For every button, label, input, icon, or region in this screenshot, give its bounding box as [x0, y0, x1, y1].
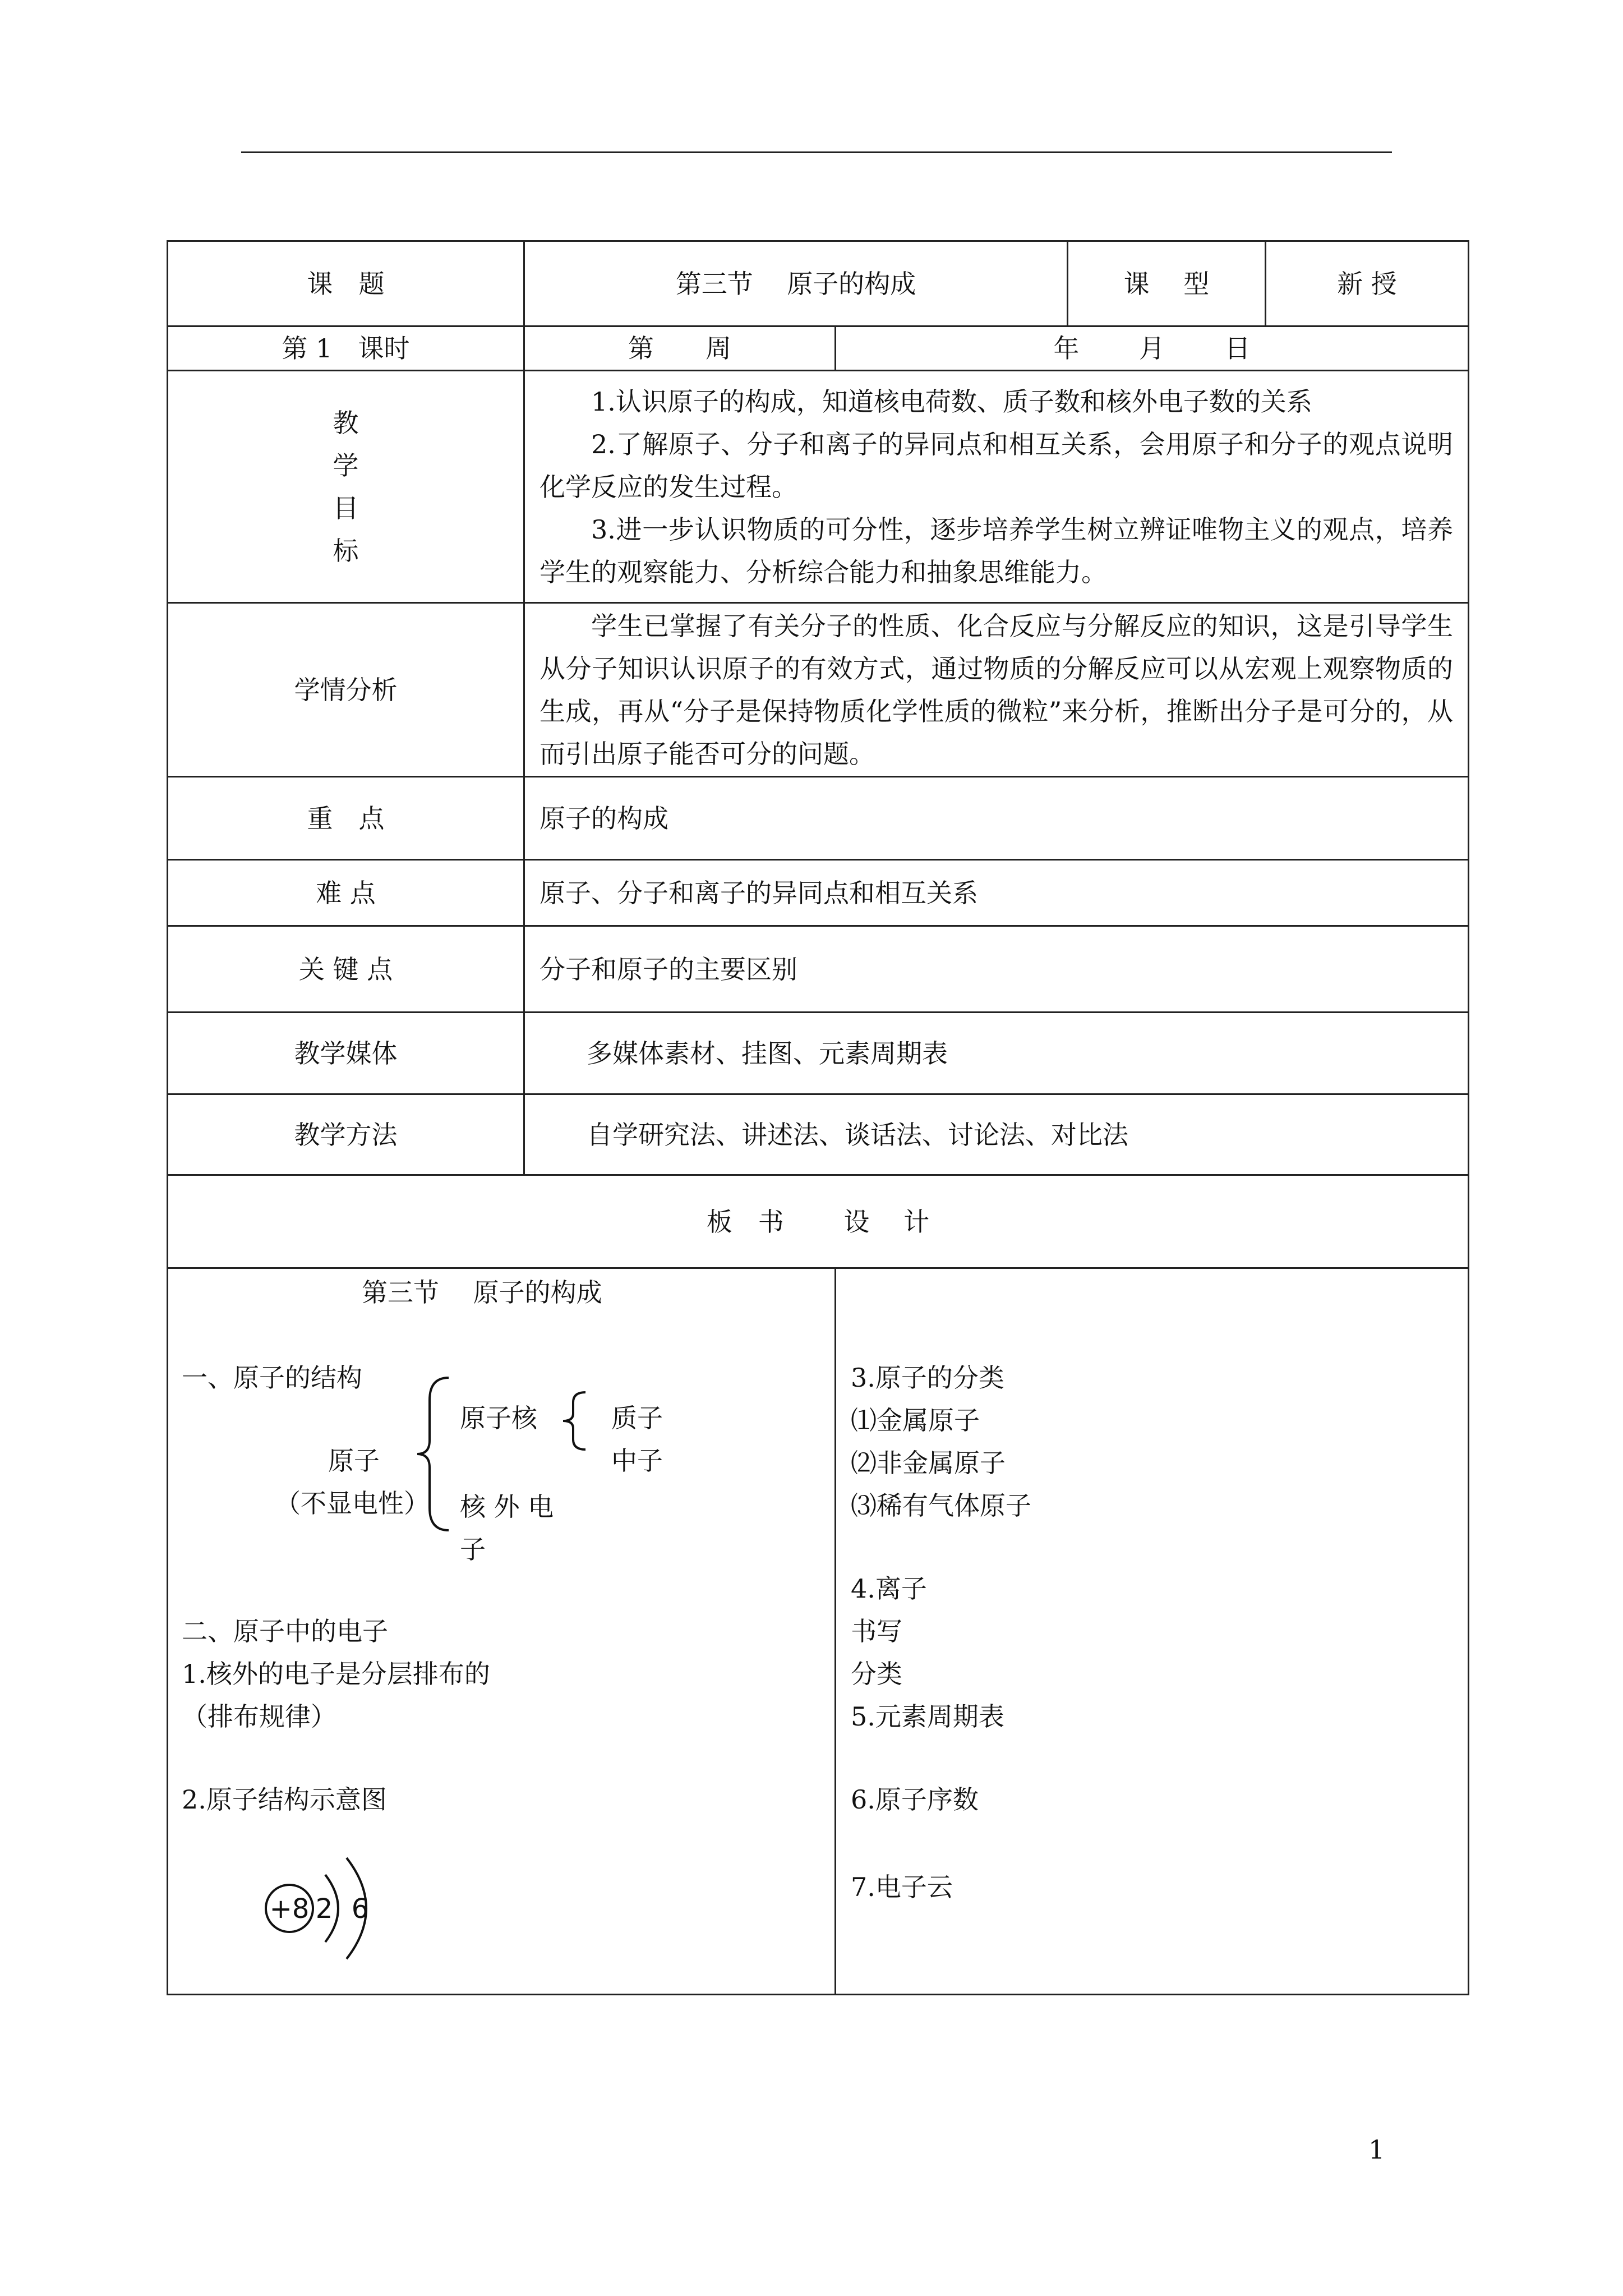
type-value: 新 授 [1266, 241, 1469, 326]
board-item1-note: （排布规律） [182, 1701, 336, 1732]
board-item3: 3.原子的分类 [851, 1363, 1004, 1393]
board-right [836, 1268, 1469, 1995]
board-item4-b: 分类 [851, 1659, 902, 1689]
atom-note: （不显电性） [275, 1488, 430, 1519]
media-row [168, 1013, 1469, 1094]
analysis-row [168, 603, 1469, 777]
neutron-label: 中子 [611, 1446, 663, 1476]
objectives-label-char: 学 [333, 450, 359, 481]
board-section1: 一、原子的结构 [182, 1363, 362, 1393]
objectives-label-char: 教 [333, 407, 359, 438]
nucleus-label: 原子核 [460, 1403, 537, 1433]
media-label: 教学媒体 [168, 1013, 524, 1094]
objectives-label-char: 标 [333, 535, 359, 566]
objectives-row [168, 371, 1469, 603]
board-row [168, 1268, 1469, 1995]
methods-value: 自学研究法、讲述法、谈话法、讨论法、对比法 [524, 1094, 1469, 1175]
board-item3-c: ⑶稀有气体原子 [851, 1490, 1031, 1521]
crux-value: 分子和原子的主要区别 [524, 926, 1469, 1013]
board-item3-a: ⑴金属原子 [851, 1405, 980, 1435]
key-point-value: 原子的构成 [524, 777, 1469, 860]
week-cell: 第 周 [524, 326, 836, 371]
analysis-content [524, 603, 1469, 777]
atom-label: 原子 [328, 1446, 380, 1476]
board-section2: 二、原子中的电子 [182, 1616, 388, 1646]
period-cell: 第 1 课时 [168, 326, 524, 371]
nucleus-charge: +8 [269, 1893, 310, 1925]
analysis-text: 学生已掌握了有关分子的性质、化合反应与分解反应的知识，这是引导学生从分子知识认识原子的有效方式，通过物质的分解反应可以从宏观上观察物质的生成，再从“分子是保持物质化学性质的微粒”来分析，推断出分子是可分的，从而引出原子能否可分的问题。 [540, 610, 1453, 769]
crux-row [168, 926, 1469, 1013]
objective-item: 1.认识原子的构成，知道核电荷数、质子数和核外电子数的关系 [591, 386, 1312, 417]
brace-small-icon [561, 1390, 589, 1452]
difficulty-row [168, 860, 1469, 926]
objectives-label [168, 371, 524, 603]
board-title-row [168, 1175, 1469, 1268]
board-item1: 1.核外的电子是分层排布的 [182, 1659, 490, 1689]
board-left [168, 1268, 836, 1995]
board-item5: 5.元素周期表 [851, 1701, 1004, 1732]
electron-label-line1: 核 外 电 [460, 1492, 554, 1522]
methods-row [168, 1094, 1469, 1175]
topic-row [168, 241, 1469, 326]
proton-label: 质子 [611, 1403, 663, 1433]
board-item4-a: 书写 [851, 1616, 902, 1646]
lesson-plan-table [167, 240, 1469, 1995]
period-row [168, 326, 1469, 371]
objective-item: 2.了解原子、分子和离子的异同点和相互关系，会用原子和分子的观点说明化学反应的发生过程。 [540, 429, 1453, 502]
analysis-label: 学情分析 [168, 603, 524, 777]
objectives-content [524, 371, 1469, 603]
board-item2: 2.原子结构示意图 [182, 1784, 387, 1815]
board-item3-b: ⑵非金属原子 [851, 1448, 1006, 1478]
board-item4: 4.离子 [851, 1573, 927, 1604]
topic-value: 第三节 原子的构成 [524, 241, 1068, 326]
header-rule [241, 151, 1392, 153]
board-title: 板 书 设 计 [168, 1175, 1469, 1268]
topic-label: 课 题 [168, 241, 524, 326]
key-point-label: 重 点 [168, 777, 524, 860]
media-value: 多媒体素材、挂图、元素周期表 [524, 1013, 1469, 1094]
date-cell: 年 月 日 [836, 326, 1469, 371]
board-item6: 6.原子序数 [851, 1784, 979, 1815]
shell1-electrons: 2 [315, 1893, 333, 1925]
board-heading: 第三节 原子的构成 [362, 1277, 602, 1308]
board-item7: 7.电子云 [851, 1872, 953, 1902]
key-point-row [168, 777, 1469, 860]
objective-item: 3.进一步认识物质的可分性，逐步培养学生树立辨证唯物主义的观点，培养学生的观察能力、分析综合能力和抽象思维能力。 [540, 514, 1453, 587]
crux-label: 关 键 点 [168, 926, 524, 1013]
objectives-label-char: 目 [333, 493, 359, 523]
difficulty-label: 难 点 [168, 860, 524, 926]
page-number: 1 [1368, 2134, 1385, 2165]
difficulty-value: 原子、分子和离子的异同点和相互关系 [524, 860, 1469, 926]
electron-label-line2: 子 [460, 1534, 486, 1565]
methods-label: 教学方法 [168, 1094, 524, 1175]
type-label: 课 型 [1068, 241, 1266, 326]
shell2-electrons: 6 [351, 1893, 369, 1925]
atom-structure-diagram [241, 1841, 409, 1976]
